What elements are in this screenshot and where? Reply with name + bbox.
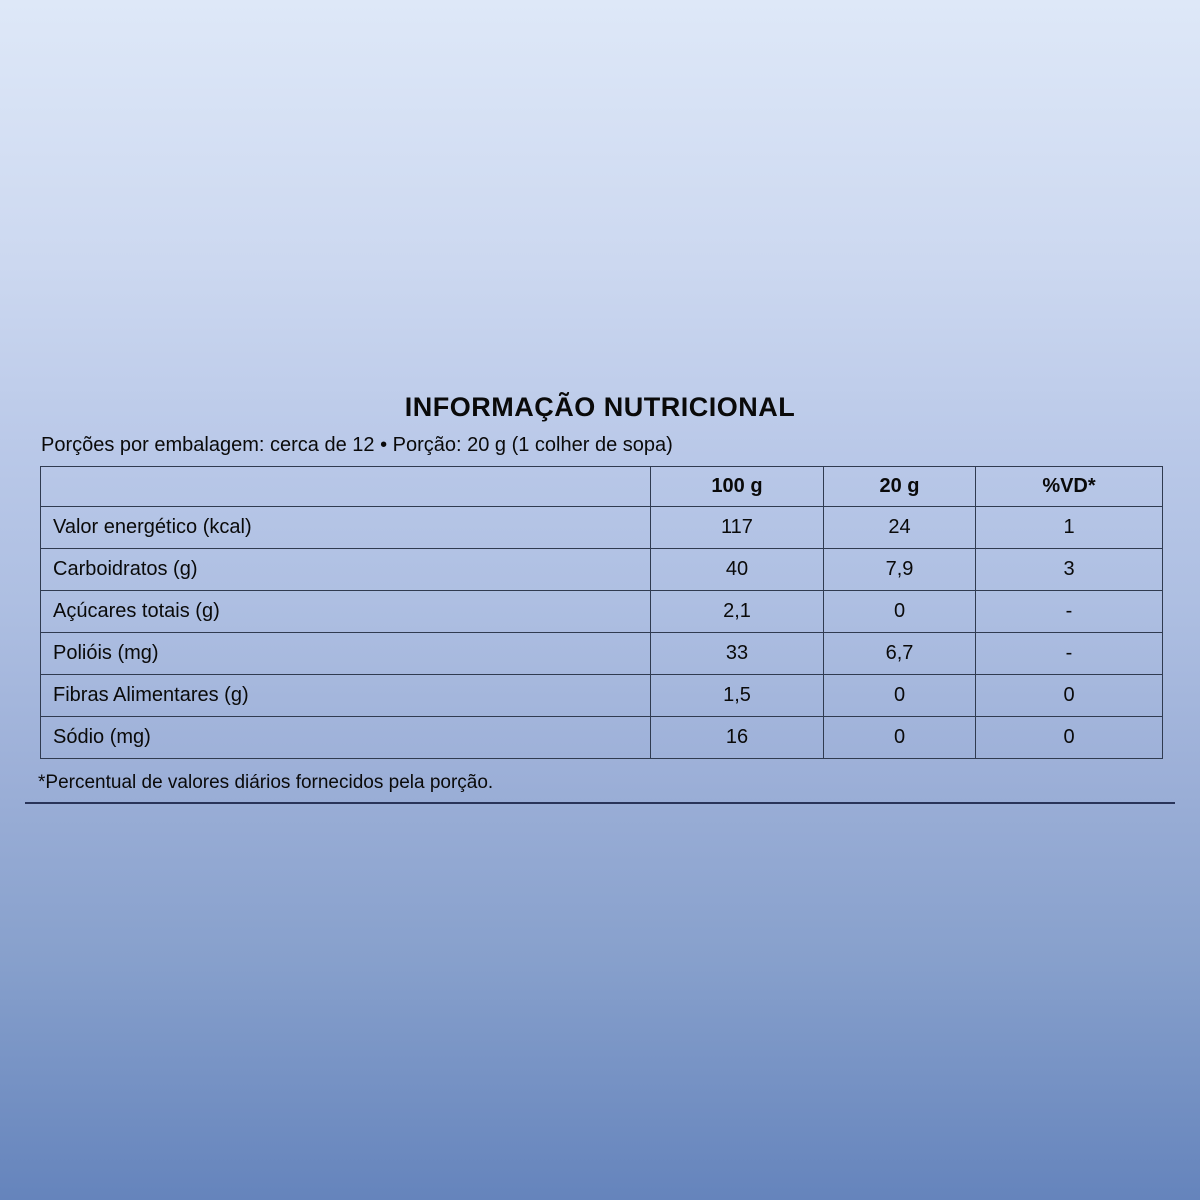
value-vd: 0 <box>976 675 1163 717</box>
table-header-row <box>41 467 1163 507</box>
header-cell-vd: %VD* <box>976 467 1163 507</box>
row-label: Polióis (mg) <box>41 633 651 675</box>
table-row <box>41 507 1163 549</box>
page-title: INFORMAÇÃO NUTRICIONAL <box>404 392 796 422</box>
footnote: *Percentual de valores diários fornecidos pela porção. <box>38 772 494 793</box>
value-100g: 1,5 <box>651 675 824 717</box>
value-20g: 24 <box>824 507 976 549</box>
row-label: Açúcares totais (g) <box>41 591 651 633</box>
table-row <box>41 591 1163 633</box>
value-100g: 117 <box>651 507 824 549</box>
table-row <box>41 633 1163 675</box>
value-20g: 0 <box>824 675 976 717</box>
row-label: Sódio (mg) <box>41 717 651 759</box>
value-20g: 6,7 <box>824 633 976 675</box>
value-20g: 0 <box>824 591 976 633</box>
row-label: Valor energético (kcal) <box>41 507 651 549</box>
row-label: Fibras Alimentares (g) <box>41 675 651 717</box>
value-100g: 16 <box>651 717 824 759</box>
table-row <box>41 675 1163 717</box>
row-label: Carboidratos (g) <box>41 549 651 591</box>
value-100g: 33 <box>651 633 824 675</box>
value-100g: 40 <box>651 549 824 591</box>
value-20g: 0 <box>824 717 976 759</box>
header-cell-blank <box>41 467 651 507</box>
header-cell-20g: 20 g <box>824 467 976 507</box>
divider-line <box>25 802 1175 804</box>
table-row <box>41 717 1163 759</box>
header-cell-100g: 100 g <box>651 467 824 507</box>
value-100g: 2,1 <box>651 591 824 633</box>
table-row <box>41 549 1163 591</box>
value-vd: - <box>976 591 1163 633</box>
servings-line: Porções por embalagem: cerca de 12 • Porção: 20 g (1 colher de sopa) <box>41 434 673 456</box>
value-vd: - <box>976 633 1163 675</box>
value-20g: 7,9 <box>824 549 976 591</box>
value-vd: 0 <box>976 717 1163 759</box>
value-vd: 1 <box>976 507 1163 549</box>
value-vd: 3 <box>976 549 1163 591</box>
nutrition-table <box>40 466 1163 759</box>
